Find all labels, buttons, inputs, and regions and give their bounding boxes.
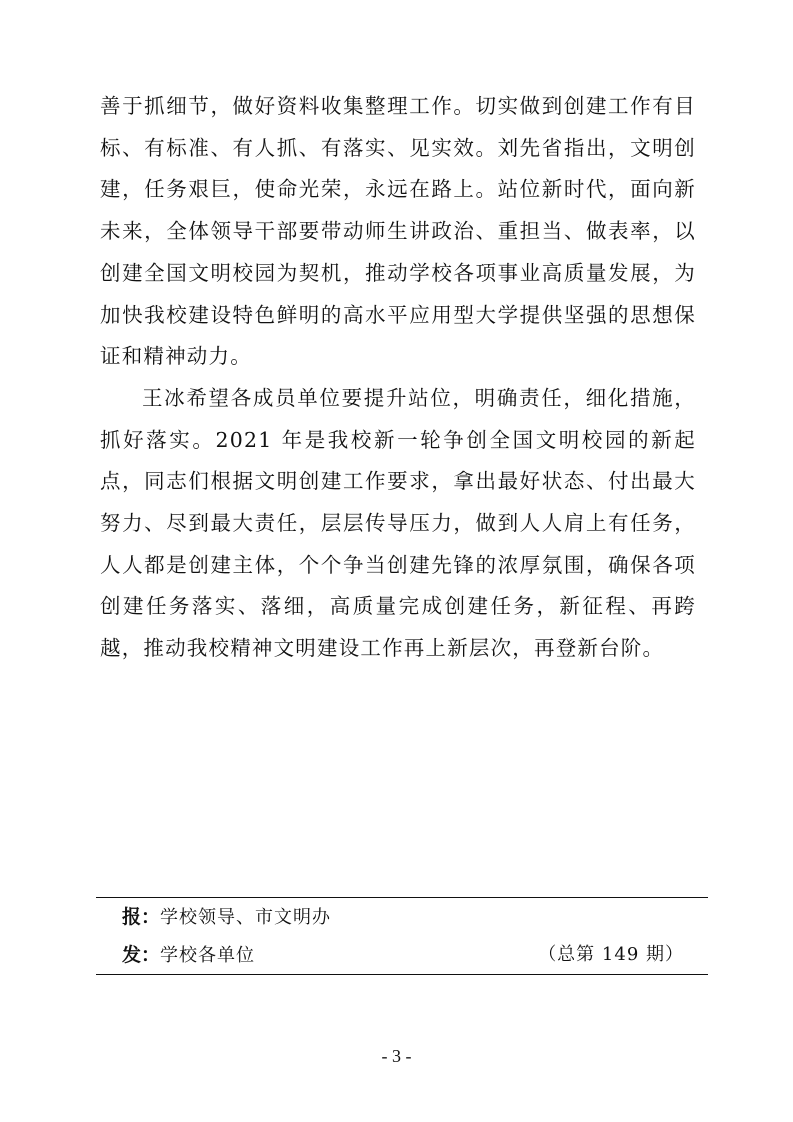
page-number: - 3 - bbox=[381, 1046, 412, 1066]
distribution-footer bbox=[96, 897, 708, 975]
report-to-row bbox=[96, 898, 708, 936]
send-to-row bbox=[96, 936, 708, 974]
send-recipients: 学校各单位 bbox=[160, 945, 256, 966]
issue-number: （总第 149 期） bbox=[538, 944, 684, 965]
report-recipients: 学校领导、市文明办 bbox=[160, 907, 332, 928]
report-label: 报： bbox=[122, 906, 161, 928]
document-body bbox=[100, 86, 696, 670]
body-paragraph-1: 善于抓细节，做好资料收集整理工作。切实做到创建工作有目标、有标准、有人抓、有落实、见实效。刘先省指出，文明创建，任务艰巨，使命光荣，永远在路上。站位新时代，面向新未来，全体领导干部要带动师生讲政治、重担当、做表率，以创建全国文明校园为契机，推动学校各项事业高质量发展，为加快我校建设特色鲜明的高水平应用型大学提供坚强的思想保证和精神动力。 bbox=[100, 94, 696, 369]
send-label: 发： bbox=[122, 944, 161, 966]
body-paragraph-2: 王冰希望各成员单位要提升站位，明确责任，细化措施，抓好落实。2021 年是我校新一轮争创全国文明校园的新起点，同志们根据文明创建工作要求，拿出最好状态、付出最大努力、尽到最大责任，层层传导压力，做到人人肩上有任务，人人都是创建主体，个个争当创建先锋的浓厚氛围，确保各项创建任务落实、落细，高质量完成创建任务，新征程、再跨越，推动我校精神文明建设工作再上新层次，再登新台阶。 bbox=[100, 385, 696, 661]
